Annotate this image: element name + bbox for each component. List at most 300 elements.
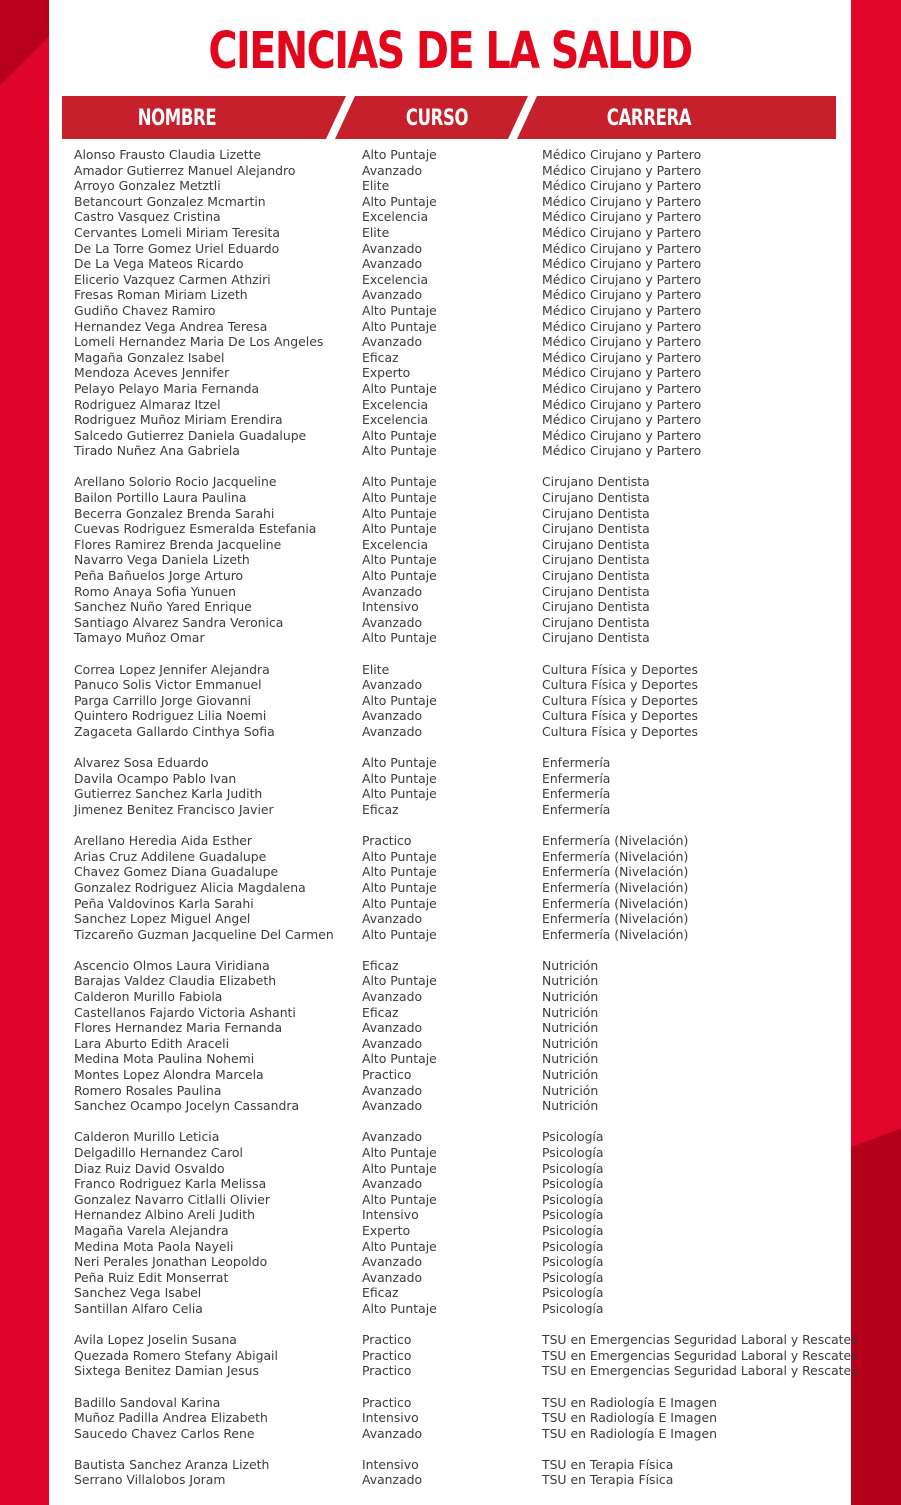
page-title: CIENCIAS DE LA SALUD <box>208 22 692 81</box>
course-type: Avanzado <box>362 287 423 303</box>
student-name: Muñoz Padilla Andrea Elizabeth <box>74 1410 268 1426</box>
table-row <box>74 474 854 490</box>
table-row <box>74 662 854 678</box>
table-row <box>74 677 854 693</box>
table-row <box>74 755 854 771</box>
career-name: Médico Cirujano y Partero <box>542 178 702 194</box>
career-name: Cultura Física y Deportes <box>542 708 699 724</box>
course-type: Elite <box>362 178 390 194</box>
student-name: Bailon Portillo Laura Paulina <box>74 490 247 506</box>
table-row <box>74 443 854 459</box>
table-row <box>74 490 854 506</box>
student-name: Zagaceta Gallardo Cinthya Sofia <box>74 723 275 739</box>
career-name: Enfermería <box>542 786 611 802</box>
course-type: Alto Puntaje <box>362 474 437 490</box>
course-type: Avanzado <box>362 614 423 630</box>
student-name: Lara Aburto Edith Araceli <box>74 1035 230 1051</box>
career-name: Cirujano Dentista <box>542 536 650 552</box>
student-name: Arellano Solorio Rocio Jacqueline <box>74 474 277 490</box>
career-name: TSU en Radiología E Imagen <box>542 1425 717 1441</box>
student-name: Becerra Gonzalez Brenda Sarahi <box>74 505 275 521</box>
course-type: Alto Puntaje <box>362 427 437 443</box>
table-row <box>74 1395 854 1411</box>
career-name: Médico Cirujano y Partero <box>542 209 702 225</box>
course-type: Avanzado <box>362 1035 423 1051</box>
course-type: Intensivo <box>362 1207 419 1223</box>
table-row <box>74 896 854 912</box>
career-name: Psicología <box>542 1285 604 1301</box>
course-type: Practico <box>362 1394 412 1410</box>
table-row <box>74 833 854 849</box>
student-name: Panuco Solis Victor Emmanuel <box>74 677 262 693</box>
table-row <box>74 334 854 350</box>
table-row <box>74 506 854 522</box>
career-name: Enfermería <box>542 770 611 786</box>
course-type: Avanzado <box>362 989 423 1005</box>
student-name: Elicerio Vazquez Carmen Athziri <box>74 271 271 287</box>
table-row <box>74 1207 854 1223</box>
header-nombre: NOMBRE <box>137 106 217 131</box>
student-name: Tizcareño Guzman Jacqueline Del Carmen <box>74 926 334 942</box>
course-type: Avanzado <box>362 240 423 256</box>
student-name: Alonso Frausto Claudia Lizette <box>74 147 262 162</box>
course-type: Alto Puntaje <box>362 1160 437 1176</box>
course-type: Avanzado <box>362 1425 423 1441</box>
career-name: Médico Cirujano y Partero <box>542 318 702 334</box>
course-type: Avanzado <box>362 708 423 724</box>
career-name: Médico Cirujano y Partero <box>542 240 702 256</box>
career-name: Médico Cirujano y Partero <box>542 224 702 240</box>
career-name: TSU en Terapia Física <box>542 1472 674 1488</box>
student-name: Tamayo Muñoz Omar <box>74 630 205 646</box>
student-name: Medina Mota Paola Nayeli <box>74 1238 234 1254</box>
career-name: Cirujano Dentista <box>542 568 650 584</box>
course-type: Avanzado <box>362 1098 423 1114</box>
career-name: Médico Cirujano y Partero <box>542 365 702 381</box>
table-row <box>74 428 854 444</box>
course-type: Avanzado <box>362 1020 423 1036</box>
table-row <box>74 1176 854 1192</box>
course-type: Alto Puntaje <box>362 879 437 895</box>
student-name: Cervantes Lomeli Miriam Teresita <box>74 224 280 240</box>
student-name: Castellanos Fajardo Victoria Ashanti <box>74 1004 296 1020</box>
career-name: Cirujano Dentista <box>542 521 650 537</box>
course-type: Alto Puntaje <box>362 443 437 459</box>
career-name: Nutrición <box>542 1082 599 1098</box>
career-name: Psicología <box>542 1145 604 1160</box>
course-type: Excelencia <box>362 271 429 287</box>
student-name: Betancourt Gonzalez Mcmartin <box>74 193 266 209</box>
student-name: Mendoza Aceves Jennifer <box>74 365 230 381</box>
table-row <box>74 1145 854 1161</box>
group-spacer <box>74 942 854 958</box>
course-type: Eficaz <box>362 801 399 817</box>
table-row <box>74 1083 854 1099</box>
student-name: Amador Gutierrez Manuel Alejandro <box>74 162 296 178</box>
student-name: Romero Rosales Paulina <box>74 1082 222 1098</box>
student-name: Lomeli Hernandez Maria De Los Angeles <box>74 334 324 350</box>
table-row <box>74 1005 854 1021</box>
student-name: Tirado Nuñez Ana Gabriela <box>74 443 240 459</box>
course-type: Alto Puntaje <box>362 926 437 942</box>
course-type: Elite <box>362 661 390 677</box>
course-type: Alto Puntaje <box>362 505 437 521</box>
student-name: Flores Ramirez Brenda Jacqueline <box>74 536 282 552</box>
career-name: Médico Cirujano y Partero <box>542 147 702 162</box>
course-type: Alto Puntaje <box>362 1191 437 1207</box>
table-row <box>74 584 854 600</box>
career-name: Médico Cirujano y Partero <box>542 443 702 459</box>
table-row <box>74 1457 854 1473</box>
table-row <box>74 724 854 740</box>
student-name: Sanchez Nuño Yared Enrique <box>74 599 252 615</box>
course-type: Experto <box>362 1222 411 1238</box>
course-type: Intensivo <box>362 1410 419 1426</box>
career-name: Enfermería (Nivelación) <box>542 864 689 880</box>
career-name: Cirujano Dentista <box>542 614 650 630</box>
career-name: Psicología <box>542 1176 604 1192</box>
course-type: Alto Puntaje <box>362 193 437 209</box>
student-name: Avila Lopez Joselin Susana <box>74 1332 237 1348</box>
career-name: Nutrición <box>542 1004 599 1020</box>
course-type: Avanzado <box>362 334 423 350</box>
table-row <box>74 1332 858 1348</box>
table-row <box>74 1067 854 1083</box>
career-name: Psicología <box>542 1222 604 1238</box>
table-row <box>74 1223 854 1239</box>
table-row <box>74 1129 854 1145</box>
course-type: Alto Puntaje <box>362 318 437 334</box>
student-name: Hernandez Vega Andrea Teresa <box>74 318 268 334</box>
table-row <box>74 209 854 225</box>
table-row <box>74 147 854 163</box>
course-type: Alto Puntaje <box>362 568 437 584</box>
table-row <box>74 1301 854 1317</box>
group-spacer <box>74 1317 854 1333</box>
student-name: Parga Carrillo Jorge Giovanni <box>74 692 252 708</box>
student-name: Santillan Alfaro Celia <box>74 1300 203 1316</box>
table-row <box>74 163 854 179</box>
table-row <box>74 599 854 615</box>
course-type: Alto Puntaje <box>362 864 437 880</box>
course-type: Alto Puntaje <box>362 755 437 771</box>
student-name: Saucedo Chavez Carlos Rene <box>74 1425 255 1441</box>
table-row <box>74 194 854 210</box>
course-type: Practico <box>362 1067 412 1083</box>
student-name: Cuevas Rodriguez Esmeralda Estefania <box>74 521 317 537</box>
career-name: Médico Cirujano y Partero <box>542 380 702 396</box>
student-name: Montes Lopez Alondra Marcela <box>74 1067 264 1083</box>
table-row <box>74 1270 854 1286</box>
table-row <box>74 241 854 257</box>
student-name: Fresas Roman Miriam Lizeth <box>74 287 248 303</box>
table-row <box>74 1347 858 1364</box>
table-row <box>74 256 854 272</box>
student-name: Alvarez Sosa Eduardo <box>74 755 209 771</box>
course-type: Excelencia <box>362 209 429 225</box>
course-type: Practico <box>362 1332 412 1348</box>
career-name: Enfermería (Nivelación) <box>542 833 689 849</box>
student-name: Franco Rodriguez Karla Melissa <box>74 1176 267 1192</box>
student-name: Diaz Ruiz David Osvaldo <box>74 1160 225 1176</box>
career-name: Enfermería (Nivelación) <box>542 895 689 911</box>
career-name: TSU en Radiología E Imagen <box>542 1410 717 1426</box>
table-row <box>74 1192 854 1208</box>
career-name: Nutrición <box>542 973 599 989</box>
group-spacer <box>74 1441 854 1457</box>
course-type: Alto Puntaje <box>362 895 437 911</box>
table-row <box>74 272 854 288</box>
career-name: Cirujano Dentista <box>542 583 650 599</box>
table-row <box>74 1239 854 1255</box>
group-spacer <box>74 1379 854 1395</box>
student-name: Jimenez Benitez Francisco Javier <box>74 801 274 817</box>
career-name: Médico Cirujano y Partero <box>542 271 702 287</box>
group-spacer <box>74 646 854 662</box>
student-name: Medina Mota Paulina Nohemi <box>74 1051 255 1067</box>
career-name: Cultura Física y Deportes <box>542 692 699 708</box>
table-row <box>74 365 854 381</box>
career-name: Nutrición <box>542 989 599 1005</box>
student-name: Bautista Sanchez Aranza Lizeth <box>74 1456 270 1472</box>
student-name: Rodriguez Almaraz Itzel <box>74 396 221 412</box>
course-type: Alto Puntaje <box>362 1238 437 1254</box>
career-name: Cultura Física y Deportes <box>542 661 699 677</box>
course-type: Avanzado <box>362 911 423 927</box>
course-type: Experto <box>362 365 411 381</box>
career-name: TSU en Terapia Física <box>542 1456 674 1472</box>
course-type: Intensivo <box>362 599 419 615</box>
table-row <box>74 786 854 802</box>
course-type: Eficaz <box>362 1285 399 1301</box>
career-name: Nutrición <box>542 1035 599 1051</box>
table-row <box>74 1051 854 1067</box>
table-row <box>74 958 854 974</box>
student-name: Arroyo Gonzalez Metztli <box>74 178 221 194</box>
table-row <box>74 568 854 584</box>
table-row <box>74 1036 854 1052</box>
career-name: Nutrición <box>542 1051 599 1067</box>
table-row <box>74 1426 854 1442</box>
course-type: Alto Puntaje <box>362 848 437 864</box>
table-row <box>74 973 854 989</box>
table-row <box>74 989 854 1005</box>
career-name: Enfermería <box>542 801 611 817</box>
career-name: Enfermería (Nivelación) <box>542 911 689 927</box>
career-name: Médico Cirujano y Partero <box>542 287 702 303</box>
course-type: Practico <box>362 833 412 849</box>
student-name: Quintero Rodriguez Lilia Noemi <box>74 708 267 724</box>
student-name: Sanchez Ocampo Jocelyn Cassandra <box>74 1098 300 1114</box>
career-name: Médico Cirujano y Partero <box>542 412 702 428</box>
career-name: TSU en Emergencias Seguridad Laboral y Rescates <box>542 1347 858 1363</box>
student-name: Magaña Gonzalez Isabel <box>74 349 225 365</box>
course-type: Alto Puntaje <box>362 786 437 802</box>
student-name: Peña Valdovinos Karla Sarahi <box>74 895 254 911</box>
course-type: Alto Puntaje <box>362 1145 437 1160</box>
student-name: Badillo Sandoval Karina <box>74 1394 221 1410</box>
student-name: Gonzalez Navarro Citlalli Olivier <box>74 1191 271 1207</box>
career-name: Psicología <box>542 1207 604 1223</box>
student-list <box>74 147 858 1488</box>
course-type: Alto Puntaje <box>362 1300 437 1316</box>
student-name: Correa Lopez Jennifer Alejandra <box>74 661 270 677</box>
student-name: Calderon Murillo Fabiola <box>74 989 223 1005</box>
student-name: Navarro Vega Daniela Lizeth <box>74 552 250 568</box>
group-spacer <box>74 740 854 756</box>
table-row <box>74 537 854 553</box>
student-name: Delgadillo Hernandez Carol <box>74 1145 243 1160</box>
career-name: Médico Cirujano y Partero <box>542 334 702 350</box>
course-type: Alto Puntaje <box>362 973 437 989</box>
career-name: Cirujano Dentista <box>542 490 650 506</box>
course-type: Practico <box>362 1363 412 1379</box>
table-row <box>74 1285 854 1301</box>
student-name: Salcedo Gutierrez Daniela Guadalupe <box>74 427 307 443</box>
table-row <box>74 178 854 194</box>
student-name: Neri Perales Jonathan Leopoldo <box>74 1254 268 1270</box>
career-name: Psicología <box>542 1160 604 1176</box>
career-name: Médico Cirujano y Partero <box>542 427 702 443</box>
table-row <box>74 350 854 366</box>
career-name: Médico Cirujano y Partero <box>542 302 702 318</box>
student-name: Serrano Villalobos Joram <box>74 1472 226 1488</box>
table-row <box>74 319 854 335</box>
table-row <box>74 1020 854 1036</box>
student-name: Castro Vasquez Cristina <box>74 209 221 225</box>
course-type: Alto Puntaje <box>362 552 437 568</box>
course-type: Excelencia <box>362 412 429 428</box>
table-row <box>74 911 854 927</box>
student-name: Gudiño Chavez Ramiro <box>74 302 216 318</box>
student-name: Davila Ocampo Pablo Ivan <box>74 770 237 786</box>
table-header <box>62 96 836 139</box>
career-name: Cultura Física y Deportes <box>542 723 699 739</box>
table-row <box>74 1254 854 1270</box>
course-type: Avanzado <box>362 677 423 693</box>
career-name: Nutrición <box>542 1067 599 1083</box>
student-name: Peña Ruiz Edit Monserrat <box>74 1269 229 1285</box>
table-row <box>74 1363 858 1379</box>
student-name: Peña Bañuelos Jorge Arturo <box>74 568 244 584</box>
career-name: Psicología <box>542 1129 604 1145</box>
course-type: Alto Puntaje <box>362 302 437 318</box>
table-row <box>74 412 854 428</box>
course-type: Avanzado <box>362 723 423 739</box>
right-border-shade <box>851 1125 901 1505</box>
group-spacer <box>74 1114 854 1130</box>
student-name: Flores Hernandez Maria Fernanda <box>74 1020 283 1036</box>
student-name: De La Torre Gomez Uriel Eduardo <box>74 240 280 256</box>
table-row <box>74 287 854 303</box>
career-name: Psicología <box>542 1238 604 1254</box>
course-type: Eficaz <box>362 349 399 365</box>
course-type: Elite <box>362 224 390 240</box>
table-row <box>74 303 854 319</box>
career-name: Psicología <box>542 1191 604 1207</box>
course-type: Eficaz <box>362 1004 399 1020</box>
course-type: Alto Puntaje <box>362 770 437 786</box>
career-name: Enfermería (Nivelación) <box>542 879 689 895</box>
student-name: Sanchez Lopez Miguel Angel <box>74 911 251 927</box>
student-name: Ascencio Olmos Laura Viridiana <box>74 957 270 973</box>
student-name: Gutierrez Sanchez Karla Judith <box>74 786 263 802</box>
table-row <box>74 880 854 896</box>
course-type: Eficaz <box>362 957 399 973</box>
table-row <box>74 521 854 537</box>
table-row <box>74 381 854 397</box>
table-row <box>74 1161 854 1177</box>
career-name: Nutrición <box>542 1098 599 1114</box>
course-type: Avanzado <box>362 1129 423 1145</box>
student-name: Magaña Varela Alejandra <box>74 1222 229 1238</box>
career-name: Enfermería (Nivelación) <box>542 926 689 942</box>
student-name: Pelayo Pelayo Maria Fernanda <box>74 380 260 396</box>
career-name: Médico Cirujano y Partero <box>542 193 702 209</box>
table-row <box>74 864 854 880</box>
course-type: Alto Puntaje <box>362 521 437 537</box>
course-type: Avanzado <box>362 1472 423 1488</box>
table-row <box>74 849 854 865</box>
career-name: Médico Cirujano y Partero <box>542 396 702 412</box>
student-name: Barajas Valdez Claudia Elizabeth <box>74 973 277 989</box>
table-row <box>74 771 854 787</box>
career-name: Psicología <box>542 1300 604 1316</box>
table-row <box>74 615 854 631</box>
career-name: Médico Cirujano y Partero <box>542 256 702 272</box>
career-name: TSU en Emergencias Seguridad Laboral y Rescates <box>542 1363 858 1379</box>
career-name: Enfermería <box>542 755 611 771</box>
course-type: Practico <box>362 1347 412 1363</box>
group-spacer <box>74 459 854 475</box>
student-name: De La Vega Mateos Ricardo <box>74 256 244 272</box>
table-row <box>74 708 854 724</box>
career-name: Cirujano Dentista <box>542 505 650 521</box>
career-name: Cirujano Dentista <box>542 474 650 490</box>
course-type: Alto Puntaje <box>362 1051 437 1067</box>
student-name: Hernandez Albino Areli Judith <box>74 1207 255 1223</box>
career-name: Nutrición <box>542 1020 599 1036</box>
header-curso: CURSO <box>405 106 469 131</box>
career-name: Cirujano Dentista <box>542 630 650 646</box>
career-name: Enfermería (Nivelación) <box>542 848 689 864</box>
course-type: Alto Puntaje <box>362 692 437 708</box>
student-name: Romo Anaya Sofia Yunuen <box>74 583 236 599</box>
career-name: Psicología <box>542 1254 604 1270</box>
career-name: Psicología <box>542 1269 604 1285</box>
table-row <box>74 397 854 413</box>
career-name: TSU en Radiología E Imagen <box>542 1394 717 1410</box>
table-row <box>74 1410 854 1426</box>
student-name: Calderon Murillo Leticia <box>74 1129 220 1145</box>
course-type: Avanzado <box>362 1082 423 1098</box>
group-spacer <box>74 818 854 834</box>
course-type: Intensivo <box>362 1456 419 1472</box>
career-name: Médico Cirujano y Partero <box>542 349 702 365</box>
left-decorative-border <box>0 0 49 1505</box>
career-name: TSU en Emergencias Seguridad Laboral y Rescates <box>542 1332 858 1348</box>
student-name: Santiago Alvarez Sandra Veronica <box>74 614 284 630</box>
student-name: Chavez Gomez Diana Guadalupe <box>74 864 279 880</box>
course-type: Avanzado <box>362 162 423 178</box>
career-name: Cirujano Dentista <box>542 552 650 568</box>
table-row <box>74 693 854 709</box>
course-type: Alto Puntaje <box>362 630 437 646</box>
course-type: Alto Puntaje <box>362 380 437 396</box>
table-row <box>74 225 854 241</box>
student-name: Gonzalez Rodriguez Alicia Magdalena <box>74 879 306 895</box>
course-type: Alto Puntaje <box>362 147 437 162</box>
